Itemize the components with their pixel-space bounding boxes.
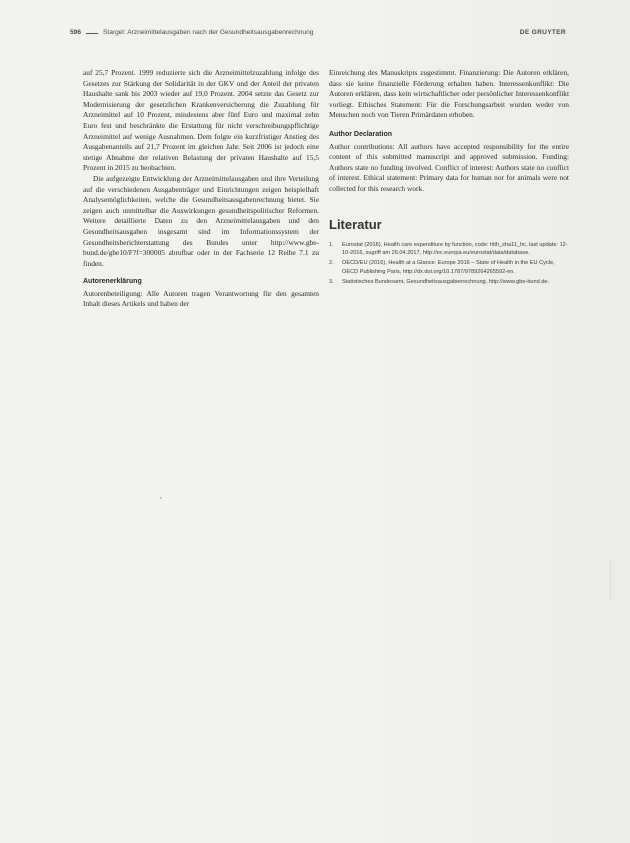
publisher-name: DE GRUYTER <box>519 29 566 36</box>
reference-number: 3. <box>329 279 334 286</box>
author-declaration-text: Author contributions: All authors have accepted responsibility for the entire content of this submitted manuscript and approved submission. Funding: Authors state no funding involved. Conflict of interest: Authors state no conflict of interest. Ethical statement: Primary data for human nor for animals were not collected for this research work. <box>329 141 569 193</box>
body-paragraph: Die aufgezeigte Entwicklung der Arzneimittelausgaben und ihre Verteilung auf die verschiedenen Ausgabenträger und Einrichtungen zeigen beispielhaft Analysemöglichkeiten, welche die Gesundheitsausgabenrechnung bietet. Sie zeigen auch unmittelbar die Auswirkungen gesundheitspolitischer Reformen. Weitere detaillierte Daten zu den Arzneimittelausgaben und den Gesundheitsausgaben insgesamt sind im Informationssystem der Gesundheitsberichterstattung des Bundes unter http://www.gbe-bund.de/gbe10/F?f=300005 abrufbar oder in der Fachserie 12 Reihe 7.1 zu finden. <box>83 173 319 268</box>
reference-item <box>329 259 569 276</box>
scan-speck <box>160 497 162 499</box>
left-column <box>83 68 319 310</box>
page-number: 596 <box>70 29 82 36</box>
reference-text: OECD/EU (2016), Health at a Glance: Europe 2016 – State of Health in the EU Cycle, OECD Publishing Paris, http://dx.doi.org/10.1787/9789264265592-en. <box>342 260 555 275</box>
body-paragraph: auf 25,7 Prozent. 1999 reduzierte sich die Arzneimittelzuzahlung infolge des Gesetzes zur Stärkung der Solidarität in der GKV und der Anteil der privaten Haushalte sank bis 2003 wieder auf 19,0 Prozent. 2004 setzte das Gesetz zur Modernisierung der gesetzlichen Krankenversicherung die Zuzahlung für Arzneimittel auf 10 Prozent, mindestens aber fünf Euro und maximal zehn Euro fest und beschränkte die Erstattung für nicht verschreibungspflichtige Arzneimittel auf wenige Ausnahmen. Dem folgte ein kurzfristiger Anstieg des Ausgabenanteils auf 21,7 Prozent im gleichen Jahr. Seit 2006 ist jedoch eine stetige Abnahme der relativen Belastung der privaten Haushalte auf 15,5 Prozent in 2015 zu beobachten. <box>83 68 319 173</box>
reference-item <box>329 241 569 258</box>
running-header <box>70 29 566 41</box>
reference-text: Statistisches Bundesamt, Gesundheitsausgabenrechnung, http://www.gbe-bund.de. <box>342 279 550 286</box>
autorenerklaerung-text: Autorenbeteiligung: Alle Autoren tragen Verantwortung für den gesamten Inhalt dieses Artikels und haben der <box>83 288 319 309</box>
reference-text: Eurostat (2016), Health care expenditure by function, code: hlth_sha11_hc, last update: 12-10-2016, zugriff am 26.04.2017, http://ec.europa.eu/eurostat/data/database. <box>342 241 568 256</box>
right-column <box>329 68 569 289</box>
reference-list <box>329 241 569 287</box>
reference-number: 1. <box>329 241 334 248</box>
body-paragraph: Einreichung des Manuskripts zugestimmt. Finanzierung: Die Autoren erklären, dass sie keine finanzielle Förderung erhalten haben. Interessenkonflikt: Die Autoren erklären, dass kein wirtschaftlicher oder persönlicher Interessenkonflikt vorliegt. Ethisches Statement: Für die Forschungsarbeit wurden weder von Menschen noch von Tieren Primärdaten erhoben. <box>329 68 569 120</box>
section-heading-literatur: Literatur <box>329 216 382 232</box>
header-dash <box>86 33 98 34</box>
scan-edge-shadow <box>610 560 611 600</box>
section-heading-autorenerklaerung: Autorenerklärung <box>83 278 142 286</box>
section-heading-author-declaration: Author Declaration <box>329 130 393 138</box>
reference-number: 2. <box>329 260 334 267</box>
reference-item <box>329 278 569 286</box>
running-title: Stargel: Arzneimittelausgaben nach der Gesundheitsausgabenrechnung <box>103 29 314 36</box>
